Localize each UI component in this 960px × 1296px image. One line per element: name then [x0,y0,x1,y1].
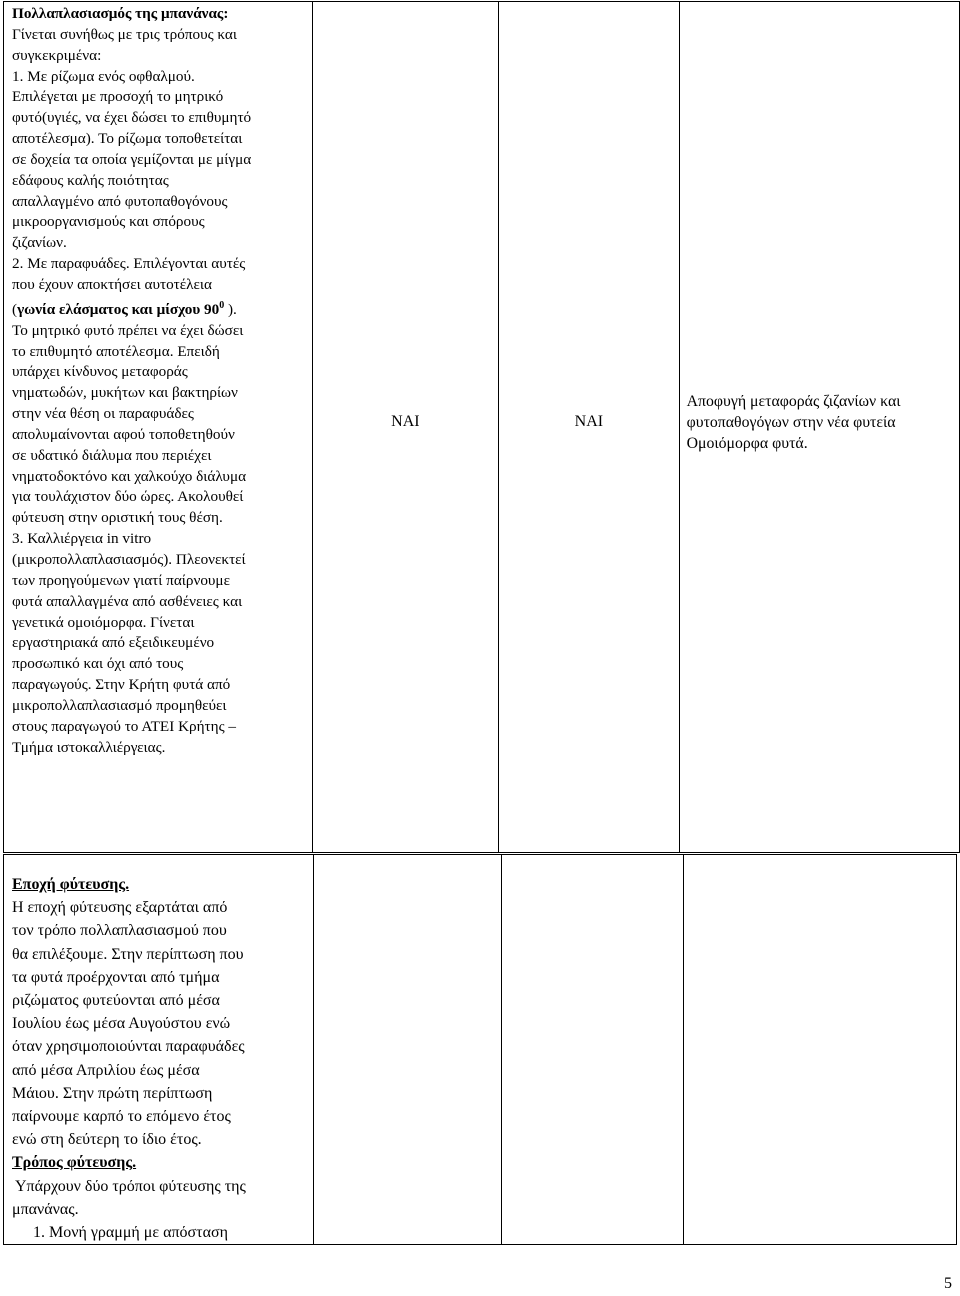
text-line: Τμήμα ιστοκαλλιέργειας. [12,738,166,756]
text-line: 2. Με παραφυάδες. Επιλέγονται αυτές [12,255,246,273]
text-line: Γίνεται συνήθως με τρις τρόπους και [12,25,237,43]
planting-methods-table [3,1,960,853]
angle-close: ). [224,300,237,318]
empty-cell [684,855,957,1245]
planting-season-cell [4,855,314,1245]
text-line: εργαστηριακά από εξειδικευμένο [12,634,215,652]
degree-superscript: 0 [219,299,225,311]
text-line: το επιθυμητό αποτέλεσμα. Επειδή [12,342,220,360]
text-line: σε υδατικό διάλυμα που περιέχει [12,446,212,464]
empty-cell [502,855,684,1245]
propagation-title: Πολλαπλασιασμός της μπανάνας: [12,5,229,22]
list-item: 1. Μονή γραμμή με απόσταση [33,1224,228,1242]
text-line: από μέσα Απριλίου έως μέσα [12,1061,200,1079]
text-line: συγκεκριμένα: [12,46,102,64]
benefits-text [687,391,957,454]
angle-line [12,296,306,321]
text-line: υπάρχει κίνδυνος μεταφοράς [12,363,188,381]
text-line: Το μητρικό φυτό πρέπει να έχει δώσει [12,321,244,339]
table-row [4,2,960,853]
text-line: μπανάνας. [12,1200,79,1218]
text-line: φυτά απαλλαγμένα από ασθένειες και [12,592,243,610]
benefit-line: Αποφυγή μεταφοράς ζιζανίων και [686,392,901,410]
text-line: τον τρόπο πολλαπλασιασμού που [12,922,227,940]
text-line: 1. Με ρίζωμα ενός οφθαλμού. [12,67,195,85]
text-line: σε δοχεία τα οποία γεμίζονται με μίγμα [12,150,252,168]
text-line: (μικροπολλαπλασιασμός). Πλεονεκτεί [12,551,246,568]
text-line: 3. Καλλιέργεια in vitro [12,530,152,548]
text-line: ενώ στη δεύτερη το ίδιο έτος. [12,1131,202,1149]
text-line: Η εποχή φύτευσης εξαρτάται από [12,899,228,917]
method-heading: Τρόπος φύτευσης. [12,1154,137,1172]
text-line: απαλλαγμένο από φυτοπαθογόνους [12,192,228,210]
table-row [4,855,957,1245]
text-line: Μάιου. Στην πρώτη περίπτωση [12,1084,213,1102]
yes-label-1: ΝΑΙ [391,413,420,430]
text-line: ριζώματος φυτεύονται από μέσα [12,992,220,1010]
angle-open: ( [12,300,18,318]
text-line: Υπάρχουν δύο τρόποι φύτευσης της [15,1177,246,1195]
text-line: μικροοργανισμούς και σπόρους [12,213,205,231]
text-line: μικροπολλαπλασιασμό προμηθεύει [12,696,227,714]
text-line: Ιουλίου έως μέσα Αυγούστου ενώ [12,1015,231,1033]
text-line: θα επιλέξουμε. Στην περίπτωση που [12,945,244,963]
text-line: τα φυτά προέρχονται από τμήμα [12,968,220,986]
text-line: στην νέα θέση οι παραφυάδες [12,405,194,423]
text-line: νηματοδοκτόνο και χαλκούχο διάλυμα [12,467,247,485]
planting-season-table [3,854,957,1245]
text-line: αποτέλεσμα). Το ρίζωμα τοποθετείται [12,130,243,148]
empty-cell [314,855,502,1245]
text-line: φύτευση στην οριστική τους θέση. [12,509,223,527]
text-line: νηματωδών, μυκήτων και βακτηρίων [12,384,238,402]
text-line: των προηγούμενων γιατί παίρνουμε [12,571,230,589]
text-line: για τουλάχιστον δύο ώρες. Ακολουθεί [12,488,244,506]
season-heading: Εποχή φύτευσης. [12,876,130,893]
text-line: όταν χρησιμοποιούνται παραφυάδες [12,1038,245,1056]
text-line: φυτό(υγιές, να έχει δώσει το επιθυμητό [12,109,252,127]
text-line: στους παραγωγού το ΑΤΕΙ Κρήτης – [12,717,237,735]
benefits-cell [679,2,959,853]
yes-cell-1 [312,2,498,853]
yes-cell-2 [499,2,680,853]
text-line: παραγωγούς. Στην Κρήτη φυτά από [12,676,231,694]
yes-label-2: ΝΑΙ [574,413,604,430]
text-line: εδάφους καλής ποιότητας [12,171,169,189]
text-line: που έχουν αποκτήσει αυτοτέλεια [12,275,212,293]
benefit-line: Ομοιόμορφα φυτά. [686,434,808,452]
text-line: ζιζανίων. [12,234,67,252]
angle-bold-text: γωνία ελάσματος και μίσχου 90 [17,300,220,318]
propagation-text [4,2,312,758]
planting-season-text [4,855,313,1244]
text-line: γενετικά ομοιόμορφα. Γίνεται [12,613,195,631]
text-line: παίρνουμε καρπό το επόμενο έτος [12,1108,231,1126]
benefit-line: φυτοπαθογόγων στην νέα φυτεία [686,413,896,431]
text-line: Επιλέγεται με προσοχή το μητρικό [12,88,224,106]
page-number: 5 [944,1275,952,1292]
text-line: προσωπικό και όχι από τους [12,655,184,673]
text-line: απολυμαίνονται αφού τοποθετηθούν [12,425,235,443]
propagation-cell [4,2,313,853]
